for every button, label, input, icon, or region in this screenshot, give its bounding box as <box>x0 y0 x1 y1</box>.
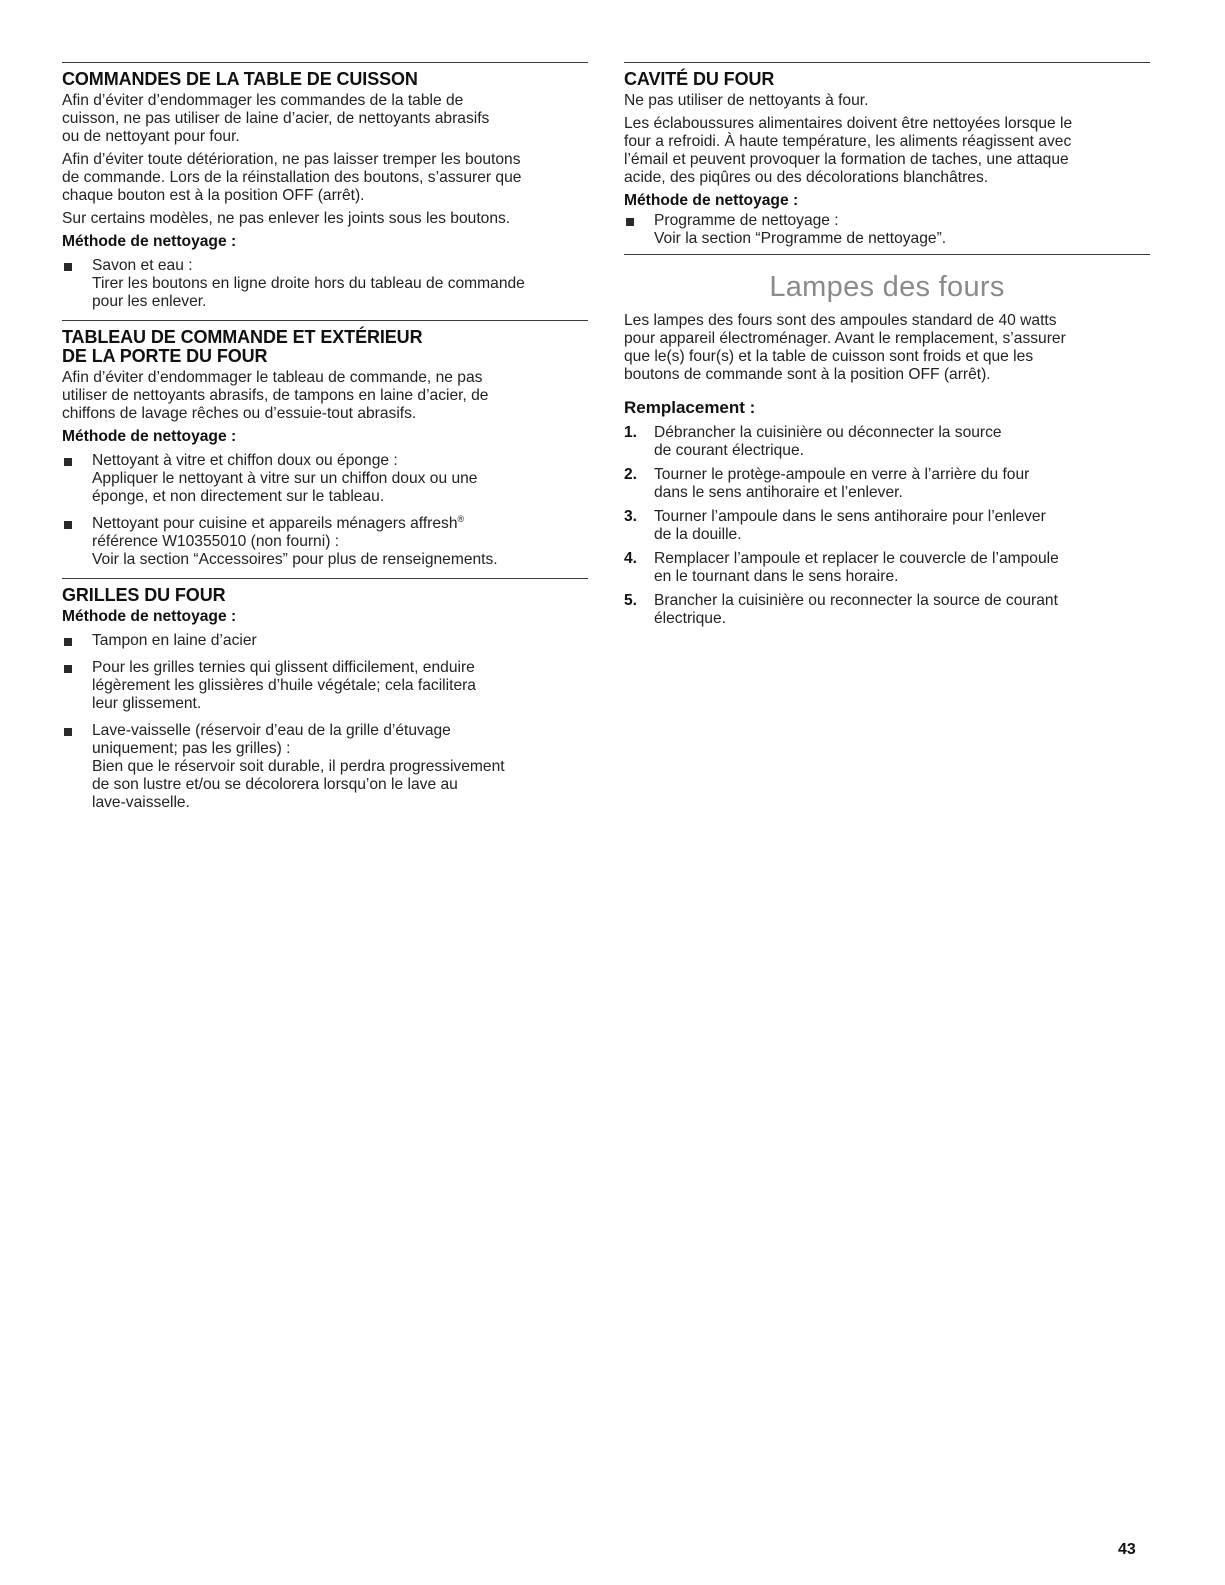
method-heading: Méthode de nettoyage : <box>62 428 237 445</box>
list-item: 3. Tourner l’ampoule dans le sens antihoraire pour l’enlever de la douille. <box>624 508 1046 543</box>
paragraph: Afin d’éviter toute détérioration, ne pas laisser tremper les boutons de commande. Lors de la réinstallation des boutons, s’assurer que chaque bouton est à la position OFF (arrêt). <box>62 151 522 204</box>
method-heading: Méthode de nettoyage : <box>62 608 237 625</box>
list-item: Lave-vaisselle (réservoir d’eau de la grille d’étuvage uniquement; pas les grilles) : Bien que le réservoir soit durable, il perdra progressivement de son lustre et/ou se décolorera lorsqu’on le lave au lave-vaisselle. <box>62 722 588 812</box>
square-bullet-icon <box>64 458 72 466</box>
list-item: 5. Brancher la cuisinière ou reconnecter la source de courant électrique. <box>624 592 1058 627</box>
square-bullet-icon <box>626 218 634 226</box>
section-title: GRILLES DU FOUR <box>62 585 226 605</box>
paragraph: Sur certains modèles, ne pas enlever les joints sous les boutons. <box>62 210 511 227</box>
right-column <box>624 62 1150 634</box>
square-bullet-icon <box>64 665 72 673</box>
registered-mark: ® <box>457 513 465 524</box>
bullet-list <box>624 212 1150 248</box>
steps-list <box>624 424 1150 628</box>
list-item: 4. Remplacer l’ampoule et replacer le couvercle de l’ampoule en le tournant dans le sens horaire. <box>624 550 1059 585</box>
list-item: 1. Débrancher la cuisinière ou déconnecter la source de courant électrique. <box>624 424 1002 459</box>
square-bullet-icon <box>64 638 72 646</box>
lamp-section-title: Lampes des fours <box>769 271 1005 303</box>
list-item: 2. Tourner le protège-ampoule en verre à l’arrière du four dans le sens antihoraire et l’enlever. <box>624 466 1030 501</box>
section-divider <box>624 254 1150 255</box>
section-title: TABLEAU DE COMMANDE ET EXTÉRIEUR DE LA PORTE DU FOUR <box>62 327 423 366</box>
list-item: Nettoyant à vitre et chiffon doux ou éponge : Appliquer le nettoyant à vitre sur un chiffon doux ou une éponge, et non directement sur le tableau. <box>62 452 588 506</box>
bullet-list <box>62 632 588 812</box>
paragraph: Les éclaboussures alimentaires doivent être nettoyées lorsque le four a refroidi. À haute température, les aliments réagissent avec l’émail et peuvent provoquer la formation de taches, une attaque acide, des piqûres ou des décolorations blanchâtres. <box>624 115 1073 186</box>
list-item: Savon et eau : Tirer les boutons en ligne droite hors du tableau de commande pour les enlever. <box>62 257 588 311</box>
list-item: Pour les grilles ternies qui glissent difficilement, enduire légèrement les glissières d’huile végétale; cela facilitera leur glissement. <box>62 659 588 713</box>
section-oven-cavity <box>624 62 1150 248</box>
section-oven-lamps <box>624 271 1150 628</box>
section-title: COMMANDES DE LA TABLE DE CUISSON <box>62 69 418 89</box>
step-number: 2. <box>624 466 638 483</box>
section-title: CAVITÉ DU FOUR <box>624 69 775 89</box>
step-number: 4. <box>624 550 638 567</box>
square-bullet-icon <box>64 728 72 736</box>
method-heading: Méthode de nettoyage : <box>62 233 237 250</box>
section-cooktop-controls <box>62 62 588 311</box>
step-number: 3. <box>624 508 638 525</box>
square-bullet-icon <box>64 521 72 529</box>
method-heading: Méthode de nettoyage : <box>624 192 799 209</box>
list-item: Nettoyant pour cuisine et appareils ménagers affresh® référence W10355010 (non fourni) : Voir la section “Accessoires” pour plus de renseignements. <box>62 515 588 569</box>
bullet-list <box>62 452 588 569</box>
paragraph: Afin d’éviter d’endommager le tableau de commande, ne pas utiliser de nettoyants abrasifs, de tampons en laine d’acier, de chiffons de lavage rêches ou d’essuie-tout abrasifs. <box>62 369 489 422</box>
section-control-panel-door <box>62 320 588 569</box>
step-number: 1. <box>624 424 638 441</box>
paragraph: Les lampes des fours sont des ampoules standard de 40 watts pour appareil électroménager. Avant le remplacement, s’assurer que le(s) four(s) et la table de cuisson sont froids et que les boutons de commande sont à la position OFF (arrêt). <box>624 312 1066 383</box>
replacement-heading: Remplacement : <box>624 398 756 417</box>
square-bullet-icon <box>64 263 72 271</box>
bullet-list <box>62 257 588 311</box>
paragraph: Afin d’éviter d’endommager les commandes de la table de cuisson, ne pas utiliser de laine d’acier, de nettoyants abrasifs ou de nettoyant pour four. <box>62 92 490 145</box>
list-item: Tampon en laine d’acier <box>62 632 588 650</box>
list-item: Programme de nettoyage : Voir la section “Programme de nettoyage”. <box>624 212 1150 248</box>
paragraph: Ne pas utiliser de nettoyants à four. <box>624 92 869 109</box>
section-oven-racks <box>62 578 588 812</box>
step-number: 5. <box>624 592 638 609</box>
page-number: 43 <box>1118 1541 1136 1558</box>
left-column <box>62 62 588 821</box>
